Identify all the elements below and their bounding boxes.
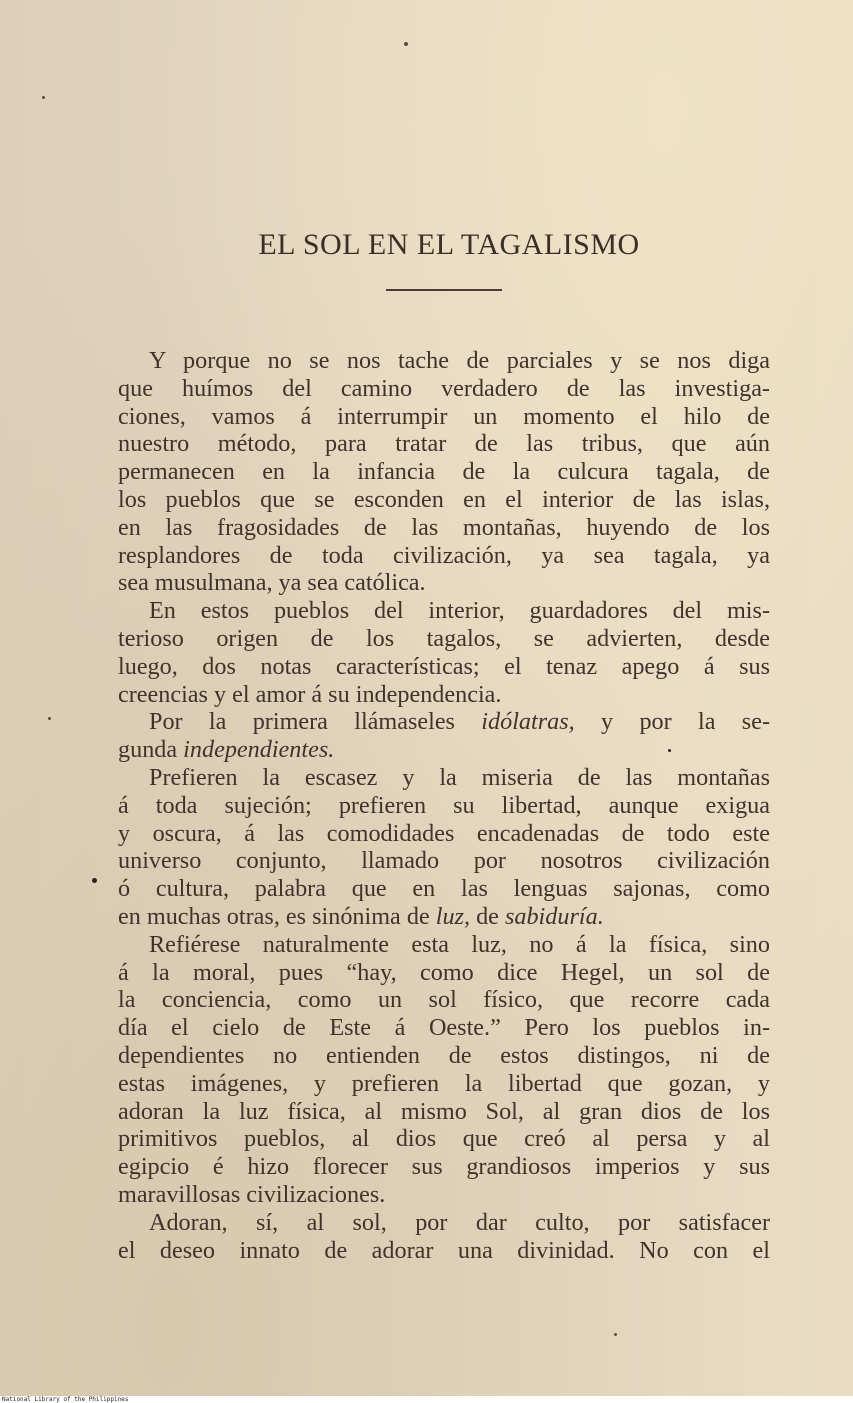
text-line: Y porque no se nos tache de parciales y se nos diga	[149, 347, 770, 374]
text-line: á la moral, pues “hay, como dice Hegel, un sol de	[118, 958, 770, 986]
text-line: primitivos pueblos, al dios que creó al persa y al	[118, 1125, 770, 1153]
text-line: ó cultura, palabra que en las lenguas sajonas, como	[118, 875, 770, 903]
text-line: sea musulmana, ya sea católica.	[118, 569, 426, 597]
text-run: Por la primera llámaseles	[149, 708, 482, 736]
text-line	[118, 736, 770, 764]
text-line: terioso origen de los tagalos, se advierten, desde	[118, 624, 770, 652]
text-line: Refiérese naturalmente esta luz, no á la física, sino	[149, 930, 770, 958]
text-line: Adoran, sí, al sol, por dar culto, por satisfacer	[149, 1208, 770, 1236]
text-line: nuestro método, para tratar de las tribus, que aún	[118, 430, 770, 458]
ink-speck	[92, 878, 97, 883]
text-line: universo conjunto, llamado por nosotros civilización	[118, 847, 770, 875]
text-run: en muchas otras, es sinónima de	[118, 902, 436, 930]
text-line: y oscura, á las comodidades encadenadas de todo este	[118, 819, 770, 847]
text-line: ciones, vamos á interrumpir un momento el hilo de	[118, 402, 770, 430]
text-line: resplandores de toda civilización, ya sea tagala, ya	[118, 541, 770, 569]
text-line: dependientes no entienden de estos distingos, ni de	[118, 1041, 770, 1069]
text-line: estas imágenes, y prefieren la libertad que gozan, y	[118, 1069, 770, 1097]
ink-speck	[42, 96, 45, 99]
text-line: maravillosas civilizaciones.	[118, 1180, 386, 1208]
text-line: adoran la luz física, al mismo Sol, al gran dios de los	[118, 1097, 770, 1125]
text-line: creencias y el amor á su independencia.	[118, 680, 502, 708]
text-line: en las fragosidades de las montañas, huyendo de los	[118, 513, 770, 541]
text-line: egipcio é hizo florecer sus grandiosos imperios y sus	[118, 1153, 770, 1181]
text-line: Prefieren la escasez y la miseria de las montañas	[149, 763, 770, 791]
italic-term: independientes.	[183, 736, 335, 764]
ink-speck	[48, 717, 51, 720]
text-line: día el cielo de Este á Oeste.” Pero los pueblos in-	[118, 1014, 770, 1042]
italic-term: idólatras,	[481, 708, 575, 736]
library-credit: National Library of the Philippines	[2, 1396, 129, 1403]
text-run: y por la se-	[574, 708, 770, 736]
title-divider	[386, 289, 502, 291]
text-line	[118, 708, 770, 736]
text-line: el deseo innato de adorar una divinidad. No con el	[118, 1236, 770, 1264]
text-run: de	[470, 902, 505, 930]
ink-speck	[404, 42, 408, 46]
text-run: gunda	[118, 736, 184, 764]
text-line: á toda sujeción; prefieren su libertad, aunque exigua	[118, 791, 770, 819]
italic-term: luz,	[435, 902, 471, 930]
text-line: permanecen en la infancia de la culcura tagala, de	[118, 458, 770, 486]
body-text	[118, 347, 770, 1264]
text-line: que huímos del camino verdadero de las investiga-	[118, 374, 770, 402]
text-line	[118, 903, 770, 931]
text-line: la conciencia, como un sol físico, que recorre cada	[118, 986, 770, 1014]
italic-term: sabiduría.	[504, 902, 604, 930]
text-line: los pueblos que se esconden en el interior de las islas,	[118, 485, 770, 513]
text-line: luego, dos notas características; el tenaz apego á sus	[118, 652, 770, 680]
chapter-title: EL SOL EN EL TAGALISMO	[258, 228, 640, 261]
text-line: En estos pueblos del interior, guardadores del mis-	[149, 597, 770, 625]
ink-speck	[614, 1333, 617, 1336]
